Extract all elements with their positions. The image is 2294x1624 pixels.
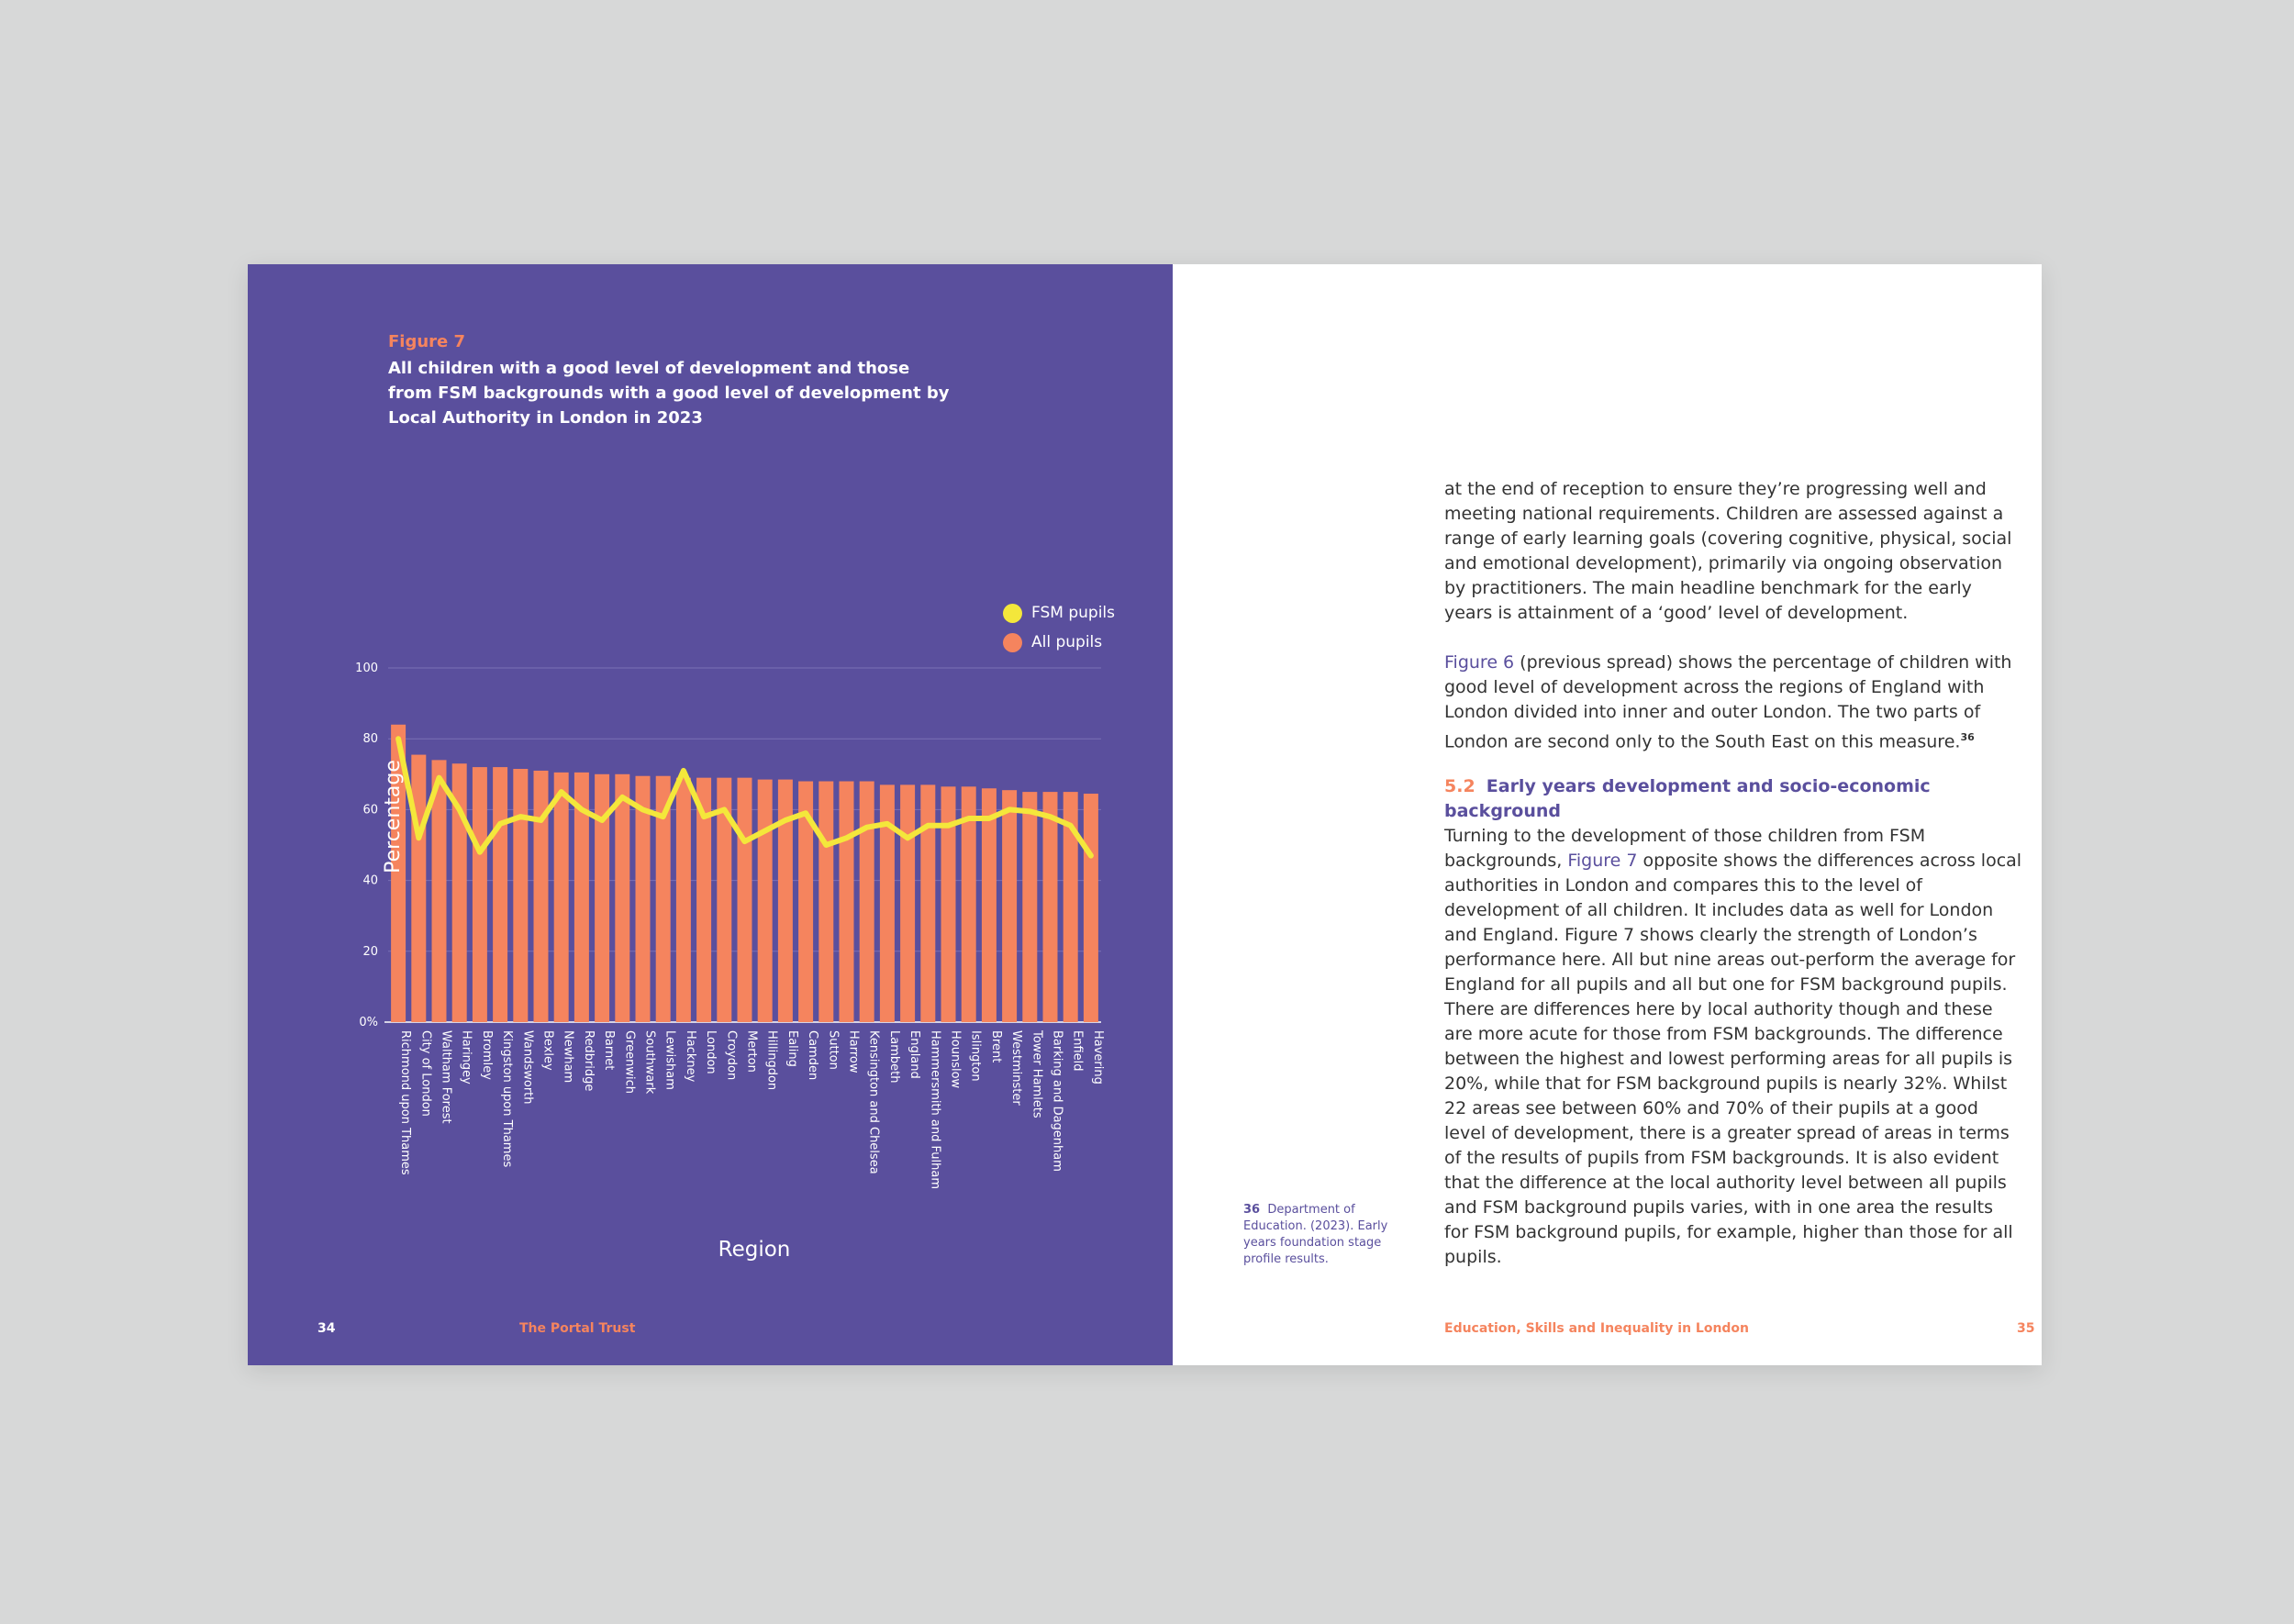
footnote-marker[interactable]: 36 [1960,731,1975,743]
x-tick-label: Hounslow [948,1030,963,1089]
x-tick-label: Bromley [479,1030,494,1080]
legend-item-all [1003,628,1115,657]
x-tick-label: Camden [806,1030,820,1081]
point-fsm-pupils [987,817,991,820]
bar-all-pupils [818,782,833,1022]
bar-all-pupils [982,788,997,1022]
point-fsm-pupils [906,836,909,840]
book-spread [248,264,2042,1365]
point-fsm-pupils [438,776,441,780]
bar-all-pupils [493,767,507,1022]
x-tick-label: Bexley [540,1030,555,1071]
point-fsm-pupils [885,822,889,826]
x-tick-label: Redbridge [581,1030,596,1092]
legend-label-all: All pupils [1031,633,1103,651]
legend-dot-fsm [1003,604,1022,623]
figure-label: Figure 7 [388,332,466,351]
x-tick-label: Ealing [785,1030,799,1067]
x-tick-label: London [704,1030,718,1074]
body-paragraph-2 [1444,651,2022,754]
x-tick-label: Enfield [1070,1030,1085,1072]
paragraph-text: There are differences here by local authority though and these are more acute for those from FSM backgrounds. The difference between the highest and lowest performing areas for all pupils is 20%, while that for FSM background pupils is nearly 32%. Whilst 22 areas see between 60% and 70% of their pupils at a good level of development, there is a greater spread of areas in terms of the results of pupils from FSM backgrounds. It is also evident that the difference at the local authority level between all pupils and FSM background pupils varies, with in one area the results for FSM background pupils, for example, higher than those for all pupils. [1444,999,2013,1267]
point-fsm-pupils [845,836,849,840]
right-page [1173,264,2042,1365]
y-axis-title: Percentage [382,760,405,873]
x-tick-label: Merton [744,1030,759,1073]
x-tick-label: Brent [988,1030,1003,1063]
bar-all-pupils [411,755,426,1022]
x-tick-label: Islington [968,1030,983,1082]
bar-all-pupils [1002,790,1017,1022]
point-fsm-pupils [1028,809,1031,813]
section-number: 5.2 [1444,776,1476,796]
x-tick-label: Sutton [826,1030,841,1070]
point-fsm-pupils [865,826,869,829]
legend-label-fsm: FSM pupils [1031,604,1116,622]
section-heading [1444,774,2022,824]
bar-all-pupils [900,784,915,1022]
running-title-left: The Portal Trust [519,1321,636,1336]
point-fsm-pupils [947,824,951,828]
running-title-right: Education, Skills and Inequality in London [1444,1321,1750,1336]
bar-all-pupils [738,778,752,1022]
x-tick-label: England [908,1030,922,1079]
paragraph-text: opposite shows the differences across local authorities in London and compares this to the level of development of all children. It includes data as well for London and England. Figure 7 shows clearly the strength of London’s performance here. All but nine areas out-perform the average for England for all pupils and all but one for FSM background pupils. [1444,851,2022,995]
point-fsm-pupils [824,843,828,847]
point-fsm-pupils [722,807,726,811]
y-tick-label: 80 [362,732,378,747]
point-fsm-pupils [926,824,930,828]
point-fsm-pupils [662,815,665,818]
bar-all-pupils [1043,792,1058,1022]
bar-all-pupils [513,769,528,1022]
x-tick-label: Kingston upon Thames [500,1030,515,1168]
point-fsm-pupils [804,811,807,815]
x-tick-label: Kensington and Chelsea [866,1030,881,1174]
x-tick-label: Hammersmith and Fulham [928,1030,942,1190]
figure-7-reference[interactable]: Figure 7 [1567,851,1638,871]
point-fsm-pupils [1008,807,1011,811]
figure-6-reference[interactable]: Figure 6 [1444,652,1515,673]
x-tick-label: Waltham Forest [439,1030,453,1124]
section-5-2 [1444,774,2022,997]
x-tick-label: Haringey [459,1030,473,1085]
point-fsm-pupils [580,807,584,811]
left-page [248,264,1173,1365]
point-fsm-pupils [620,795,624,799]
y-tick-label: 40 [362,873,378,888]
x-tick-label: Richmond upon Thames [398,1030,413,1175]
footnote-number: 36 [1243,1203,1261,1217]
body-paragraph-1 [1444,477,2022,626]
x-tick-label: Lambeth [886,1030,901,1084]
paragraph-text: at the end of reception to ensure they’re progressing well and meeting national requirements. Children are assessed against a range of early learning goals (covering cognitive, physical, social and emotional development), primarily via ongoing observation by practitioners. The main headline benchmark for the early years is attainment of a ‘good’ level of development. [1444,479,2012,623]
point-fsm-pupils [763,829,767,833]
footnote [1243,1202,1404,1268]
x-tick-label: Croydon [724,1030,739,1081]
point-fsm-pupils [518,815,522,818]
x-tick-label: Barking and Dagenham [1050,1030,1064,1172]
y-tick-label: 0% [359,1016,378,1029]
x-axis-title: Region [718,1238,791,1262]
x-tick-label: Barnet [602,1030,617,1071]
bar-all-pupils [920,784,935,1022]
x-tick-label: Harrow [846,1030,861,1073]
bar-all-pupils [880,784,895,1022]
section-title: Early years development and socio-economic background [1444,776,1931,821]
x-tick-label: City of London [418,1030,433,1117]
point-fsm-pupils [784,818,787,822]
point-fsm-pupils [417,836,420,840]
paragraph-text: (previous spread) shows the percentage of children with good level of development across the regions of England with London divided into inner and outer London. The two parts of London are second only to the South East on this measure. [1444,652,2012,752]
point-fsm-pupils [967,817,971,820]
bar-all-pupils [840,782,854,1022]
point-fsm-pupils [540,818,543,822]
footnote-text: Department of Education. (2023). Early years foundation stage profile results. [1243,1203,1388,1266]
paragraph-text: Turning to the development of those children from FSM backgrounds, [1444,826,1926,871]
x-tick-label: Westminster [1009,1030,1024,1106]
x-tick-label: Hillingdon [764,1030,779,1091]
legend-item-fsm [1003,598,1115,628]
bar-all-pupils [1084,794,1098,1022]
figure-caption: All children with a good level of development and those from FSM backgrounds with a good level of development by Local Authority in London in 2023 [388,359,950,428]
page-number-left: 34 [317,1321,336,1336]
body-paragraph-4 [1444,997,2022,1270]
y-tick-label: 100 [355,662,378,675]
point-fsm-pupils [682,769,685,773]
bar-all-pupils [554,773,569,1022]
point-fsm-pupils [1089,854,1093,858]
bar-all-pupils [860,782,874,1022]
x-tick-label: Wandsworth [520,1030,535,1105]
point-fsm-pupils [458,807,462,811]
bar-all-pupils [473,767,487,1022]
x-tick-label: Havering [1090,1030,1105,1085]
point-fsm-pupils [560,790,563,794]
point-fsm-pupils [641,807,645,811]
x-tick-label: Hackney [683,1030,697,1083]
bar-all-pupils [615,774,629,1022]
point-fsm-pupils [600,818,604,822]
x-tick-label: Newham [561,1030,575,1084]
page-number-right: 35 [2017,1321,2035,1336]
point-fsm-pupils [478,851,482,854]
point-fsm-pupils [1069,824,1073,828]
chart-legend [1003,598,1115,657]
x-tick-label: Greenwich [622,1030,637,1094]
y-tick-label: 60 [362,803,378,818]
x-tick-label: Lewisham [663,1030,677,1090]
point-fsm-pupils [702,815,706,818]
legend-dot-all [1003,633,1022,652]
bar-all-pupils [534,771,549,1022]
bar-all-pupils [758,780,773,1022]
y-tick-label: 20 [362,944,378,959]
x-tick-label: Southwark [642,1030,657,1095]
bar-all-pupils [676,778,691,1022]
point-fsm-pupils [1049,815,1052,818]
bar-all-pupils [1022,792,1037,1022]
point-fsm-pupils [743,840,747,843]
x-tick-label: Tower Hamlets [1030,1030,1044,1118]
point-fsm-pupils [498,822,502,826]
